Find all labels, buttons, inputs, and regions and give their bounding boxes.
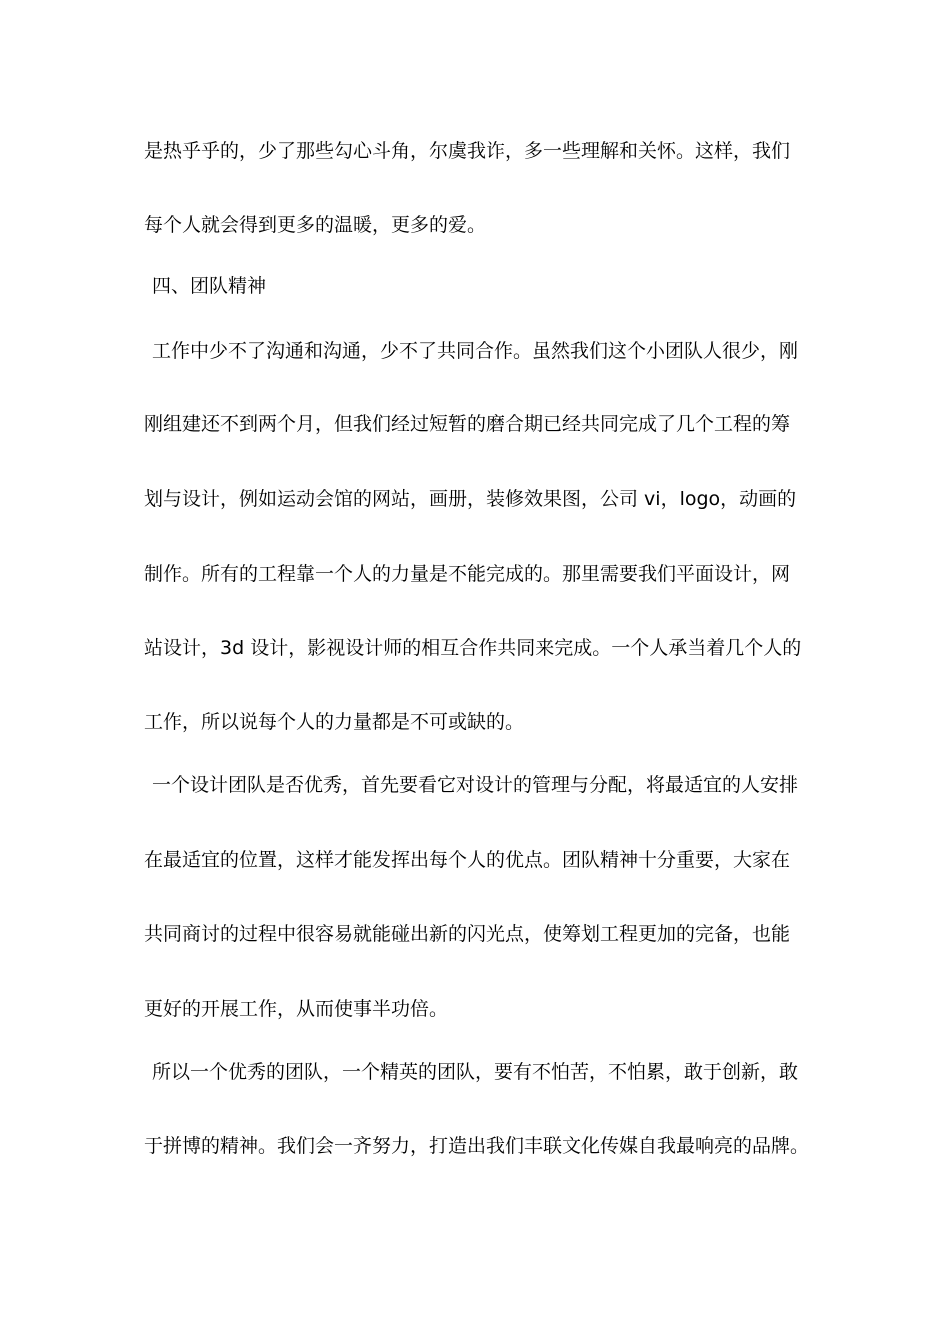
text-line-2: 每个人就会得到更多的温暖，更多的爱。 xyxy=(144,214,487,236)
text-line-13: 所以一个优秀的团队，一个精英的团队，要有不怕苦，不怕累，敢于创新，敢 xyxy=(152,1061,799,1083)
text-line-7: 站设计，3d 设计，影视设计师的相互合作共同来完成。一个人承当着几个人的 xyxy=(144,637,802,659)
text-line-5: 划与设计，例如运动会馆的网站，画册，装修效果图，公司 vi，logo，动画的 xyxy=(144,488,797,510)
text-line-14: 于拼博的精神。我们会一齐努力，打造出我们丰联文化传媒自我最响亮的品牌。 xyxy=(144,1135,810,1157)
text-line-11: 共同商讨的过程中很容易就能碰出新的闪光点，使筹划工程更加的完备，也能 xyxy=(144,923,791,945)
text-line-12: 更好的开展工作，从而使事半功倍。 xyxy=(144,998,449,1020)
text-line-10: 在最适宜的位置，这样才能发挥出每个人的优点。团队精神十分重要，大家在 xyxy=(144,849,791,871)
text-line-6: 制作。所有的工程靠一个人的力量是不能完成的。那里需要我们平面设计，网 xyxy=(144,563,791,585)
text-line-3: 工作中少不了沟通和沟通，少不了共同合作。虽然我们这个小团队人很少，刚 xyxy=(152,340,799,362)
text-line-8: 工作，所以说每个人的力量都是不可或缺的。 xyxy=(144,711,525,733)
text-line-9: 一个设计团队是否优秀，首先要看它对设计的管理与分配，将最适宜的人安排 xyxy=(152,774,799,796)
section-heading: 四、团队精神 xyxy=(152,275,267,297)
text-line-4: 刚组建还不到两个月，但我们经过短暂的磨合期已经共同完成了几个工程的筹 xyxy=(144,413,791,435)
text-line-1: 是热乎乎的，少了那些勾心斗角，尔虞我诈，多一些理解和关怀。这样，我们 xyxy=(144,140,791,162)
